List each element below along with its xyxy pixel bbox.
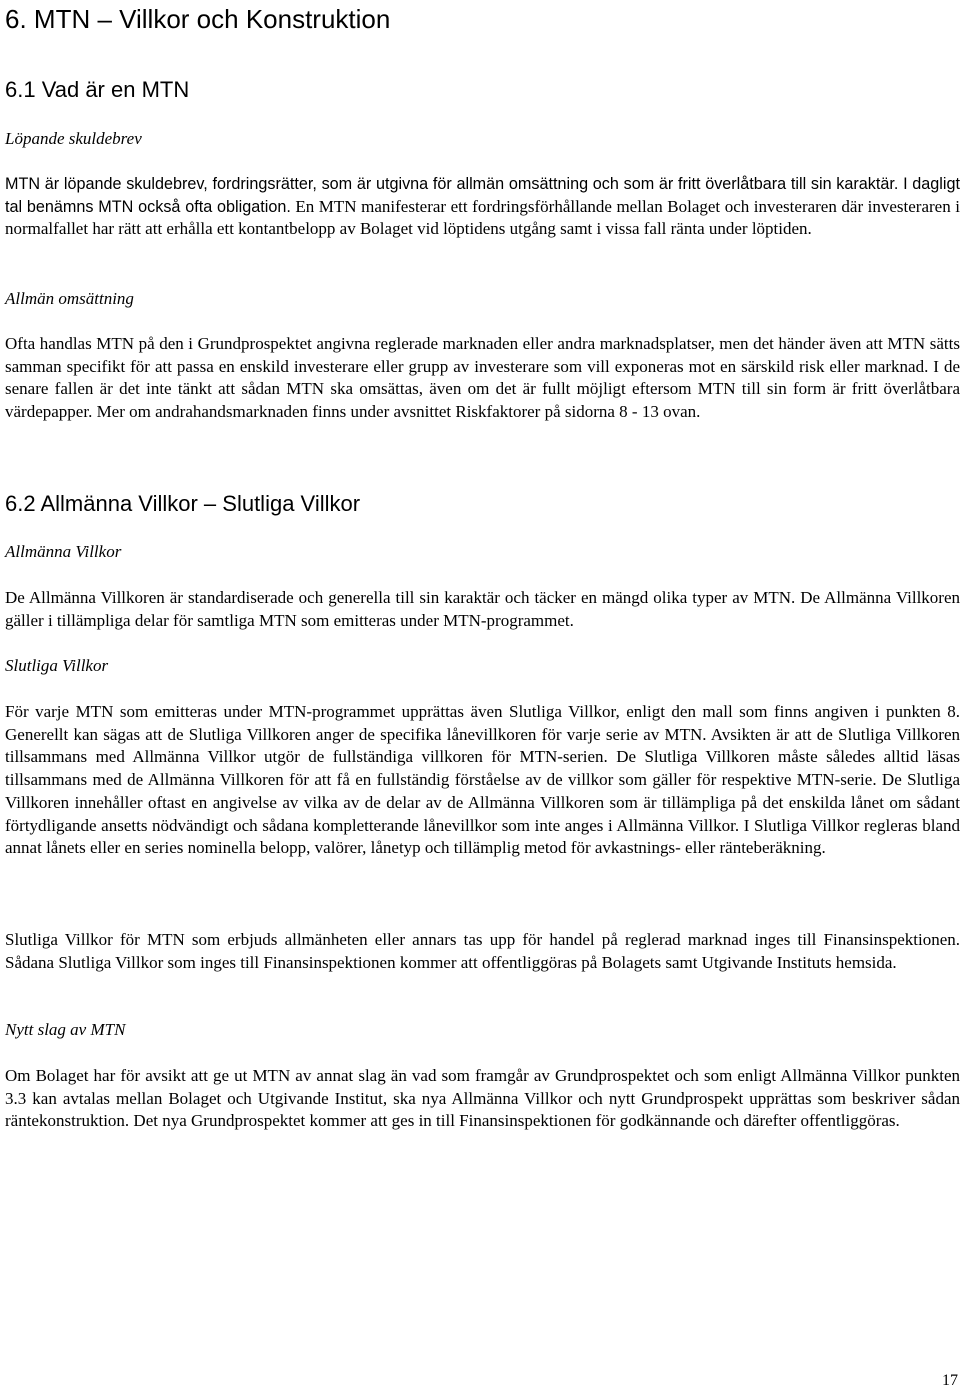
subheading-allman-omsattning: Allmän omsättning	[5, 289, 134, 308]
page-number: 17	[942, 1372, 958, 1389]
section-6-2-heading: 6.2 Allmänna Villkor – Slutliga Villkor	[5, 491, 361, 516]
paragraph-slutliga-villkor: För varje MTN som emitteras under MTN-programmet upprättas även Slutliga Villkor, enligt den mall som finns angiven i punkten 8. Generellt kan sägas att de Slutliga Villkoren anger de specifika lånevillkoren för varje serie av MTN. Avsikten är att de Slutliga Villkoren tillsammans med Allmänna Villkor utgör de fullständiga villkoren för MTN-serien. De Slutliga Villkoren måste således alltid läsas tillsammans med de Allmänna Villkoren för att få en fullständig förståelse av de villkor som gäller för respektive MTN-serie. De Slutliga Villkoren innehåller oftast en angivelse av vilka av de delar av de Allmänna Villkoren som är tillämpliga på det enskilda lånet om sådant förtydligande ansetts nödvändigt och sådana kompletterande lånevillkor som inte anges i Allmänna Villkor. I Slutliga Villkor regleras bland annat lånets eller en series nominella belopp, valörer, lånetyp och tillämplig metod för avkastnings- eller ränteberäkning.	[5, 702, 960, 858]
subheading-nytt-slag: Nytt slag av MTN	[5, 1020, 126, 1039]
chapter-title: 6. MTN – Villkor och Konstruktion	[5, 4, 391, 34]
paragraph-sans-part: MTN är löpande skuldebrev, fordringsrätter, som är utgivna för allmän omsättning och som är fritt överlåtbara till sin karaktär. I dagligt tal benämns MTN också ofta obligation.	[5, 175, 960, 216]
paragraph-nytt-slag: Om Bolaget har för avsikt att ge ut MTN av annat slag än vad som framgår av Grundprospektet och som enligt Allmänna Villkor punkten 3.3 kan avtalas mellan Bolaget och Utgivande Institut, ska nya Allmänna Villkor och nytt Grundprospekt upprättas som beskriver sådan räntekonstruktion. Det nya Grundprospektet kommer att ges in till Finansinspektionen för godkännande och därefter offentliggöras.	[5, 1066, 960, 1131]
paragraph-allman-omsattning: Ofta handlas MTN på den i Grundprospektet angivna reglerade marknaden eller andra marknadsplatser, men det händer även att MTN sätts samman specifikt för att passa en enskild investerare eller grupp av investerare som vill exponeras mot en särskild risk eller marknad. I de senare fallen är det inte tänkt att sådan MTN ska omsättas, även om det är fullt möjligt eftersom MTN till sin form är fritt överlåtbara värdepapper. Mer om andrahandsmarknaden finns under avsnittet Riskfaktorer på sidorna 8 - 13 ovan.	[5, 334, 960, 422]
section-6-1-heading: 6.1 Vad är en MTN	[5, 77, 190, 102]
subheading-lopande-skuldebrev: Löpande skuldebrev	[5, 129, 142, 148]
subheading-slutliga-villkor: Slutliga Villkor	[5, 656, 109, 675]
paragraph-serif-part: En MTN manifesterar ett fordringsförhållande mellan Bolaget och investeraren där investeraren i normalfallet har rätt att erhålla ett kontantbelopp av Bolaget vid löptidens utgång samt i vissa fall ränta under löptiden.	[5, 196, 960, 239]
paragraph-lopande-skuldebrev	[5, 173, 960, 241]
paragraph-slutliga-villkor-finansinspektionen: Slutliga Villkor för MTN som erbjuds allmänheten eller annars tas upp för handel på reglerad marknad inges till Finansinspektionen. Sådana Slutliga Villkor som inges till Finansinspektionen kommer att offentliggöras på Bolagets samt Utgivande Instituts hemsida.	[5, 930, 960, 972]
subheading-allmanna-villkor: Allmänna Villkor	[5, 542, 122, 561]
paragraph-allmanna-villkor: De Allmänna Villkoren är standardiserade och generella till sin karaktär och täcker en mängd olika typer av MTN. De Allmänna Villkoren gäller i tillämpliga delar för samtliga MTN som emitteras under MTN-programmet.	[5, 588, 960, 630]
